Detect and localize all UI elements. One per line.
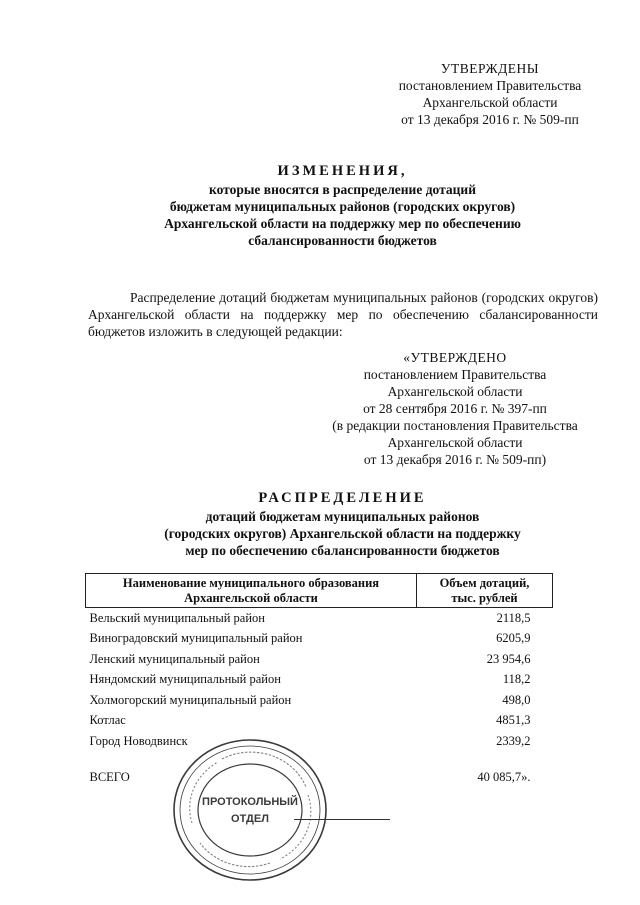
column-header-line: Наименование муниципального образования [122,575,380,590]
subsidy-value: 498,0 [502,692,531,707]
subsidy-value: 2118,5 [496,610,531,625]
intro-paragraph: Распределение дотаций бюджетам муниципальных районов (городских округов) Архангельской области на поддержку мер по обеспечению сбалансированности бюджетов изложить в следующей редакции: [88,290,598,339]
table-row [86,629,553,650]
changes-title: ИЗМЕНЕНИЯ, [277,163,408,179]
heading-line: которые вносятся в распределение дотаций [209,182,476,197]
approval-line: от 13 декабря 2016 г. № 509-пп [401,112,579,127]
approval-line: Архангельской области [387,384,523,399]
approval-line: от 13 декабря 2016 г. № 509-пп) [363,452,547,467]
approval-line: постановлением Правительства [398,78,582,93]
table-row [86,670,553,691]
top-approval-block [370,60,610,128]
approval-line: постановлением Правительства [363,367,547,382]
changes-heading [70,162,615,249]
subsidy-value: 2339,2 [496,733,531,748]
heading-line: мер по обеспечению сбалансированности бюджетов [185,543,500,558]
table-header-row [86,574,553,608]
subsidy-value: 118,2 [502,672,531,687]
municipality-name: Вельский муниципальный район [89,610,265,625]
approval-line: (в редакции постановления Правительства [332,418,578,433]
municipality-name: Котлас [89,713,126,728]
approval-line: Архангельской области [387,435,523,450]
column-header-line: тыс. рублей [451,590,518,605]
heading-line: Архангельской области на поддержку мер по обеспечению [164,216,521,231]
table-row [86,711,553,732]
table-row [86,608,553,629]
stamp-text-line1: ПРОТОКОЛЬНЫЙ [202,796,298,808]
column-header-line: Архангельской области [184,590,318,605]
municipality-name: Ленский муниципальный район [89,651,260,666]
column-header-line: Объем дотаций, [439,575,530,590]
stamp-text-line2: ОТДЕЛ [231,813,269,825]
second-approval-block [290,349,620,468]
total-label: ВСЕГО [89,770,130,785]
approval-title: УТВЕРЖДЕНЫ [440,61,540,76]
heading-line: (городских округов) Архангельской области на поддержку [164,526,521,541]
municipality-name: Холмогорский муниципальный район [89,692,292,707]
table-row [86,649,553,670]
municipality-name: Город Новодвинск [89,733,188,748]
distribution-title: РАСПРЕДЕЛЕНИЕ [258,490,427,506]
municipality-name: Виноградовский муниципальный район [89,631,303,646]
approval-line: от 28 сентября 2016 г. № 397-пп [363,401,547,416]
signature-line [294,819,390,820]
municipality-name: Няндомский муниципальный район [89,672,281,687]
total-value: 40 085,7». [477,770,531,785]
table-row [86,690,553,711]
heading-line: сбалансированности бюджетов [248,233,437,248]
subsidy-value: 4851,3 [496,713,531,728]
subsidy-value: 23 954,6 [486,651,531,666]
approval-line: Архангельской области [422,95,558,110]
heading-line: дотаций бюджетам муниципальных районов [205,509,480,524]
column-header-name [86,574,417,608]
official-stamp [170,735,330,885]
distribution-heading [70,489,615,559]
heading-line: бюджетам муниципальных районов (городских округов) [169,199,516,214]
approval-title: «УТВЕРЖДЕНО [403,350,507,365]
column-header-value [417,574,553,608]
subsidy-value: 6205,9 [496,631,531,646]
